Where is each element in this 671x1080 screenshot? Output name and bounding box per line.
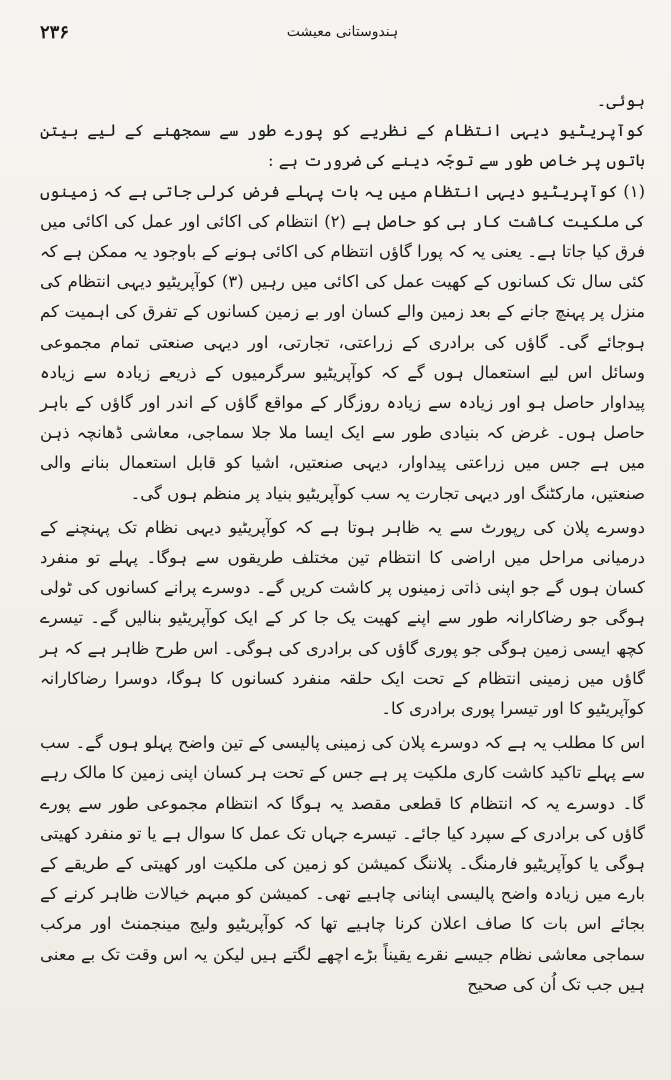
paragraph-2: کوآپریٹیو دیہی انتظام کے نظریے کو پورے طور سے سمجھنے کے لیے بیتن باتوں پر خاص طور سے توجّہ دینے کی ضرورت ہے :	[40, 121, 645, 171]
page-number: ۲۳۶	[40, 22, 70, 43]
running-head	[40, 22, 645, 52]
body-text	[40, 86, 645, 1000]
header-title: ہندوستانی معیشت	[286, 24, 399, 40]
paragraph-3: (۱) کوآپریٹیو دیہی انتظام میں یہ بات پہلے فرض کرلی جاتی ہے کہ زمینوں کی ملکیت کاشت کار ہی کو حاصل ہے (۲) انتظام کی اکائی اور عمل کی اکائی میں فرق کیا جاتا ہے۔ یعنی یہ کہ پورا گاؤں انتظام کی اکائی ہونے کے باوجود یہ ممکن ہے کہ کئی سال تک کسانوں کے کھیت عمل کی اکائی میں رہیں (۳) کوآپریٹیو دیہی انتظام کی منزل پر پہنچ جانے کے بعد زمین والے کسان اور بے زمین کسانوں کے تفرق کی اہمیت کم ہوجائے گی۔ گاؤں کی برادری کے زراعتی، تجارتی، اور دیہی صنعتی تمام مجموعی وسائل اس لیے استعمال ہوں گے کہ کوآپریٹیو سرگرمیوں کے ذریعے زیادہ سے زیادہ پیداوار حاصل ہو اور زیادہ سے زیادہ روزگار کے مواقع گاؤں کے اندر اور گاؤں کے باہر حاصل ہوں۔ غرض کہ بنیادی طور سے ایک ایسا ملا جلا سماجی، معاشی ڈھانچہ ذہن میں ہے جس میں زراعتی پیداوار، دیہی صنعتیں، اشیا کو قابل استعمال بنانے والی صنعتیں، مارکٹنگ اور دیہی تجارت یہ سب کوآپریٹیو بنیاد پر منظم ہوں گی۔	[40, 181, 645, 503]
paragraph-1: ہوئی۔	[596, 91, 645, 110]
paragraph-5: اس کا مطلب یہ ہے کہ دوسرے پلان کی زمینی پالیسی کے تین واضح پہلو ہوں گے۔ سب سے پہلے تاکید کاشت کاری ملکیت پر ہے جس کے تحت ہر کسان اپنی زمین کا مالک رہے گا۔ دوسرے یہ کہ انتظام کا قطعی مقصد یہ ہوگا کہ انتظام مجموعی طور سے پورے گاؤں کی برادری کے سپرد کیا جائے۔ تیسرے جہاں تک عمل کا سوال ہے یا تو منفرد کھیتی ہوگی یا کوآپریٹیو فارمنگ۔ پلاننگ کمیشن کو زمین کی ملکیت اور کھیتی کے طریقے کے بارے میں زیادہ واضح پالیسی اپنانی چاہیے تھی۔ کمیشن کو مبہم خیالات ظاہر کرنے کے بجائے اس بات کا صاف اعلان کرنا چاہیے تھا کہ کوآپریٹیو ولیج مینجمنٹ اور مرکب سماجی معاشی نظام جیسے نقرے یقیناً بڑے اچھے لگتے ہیں لیکن یہ اس وقت تک بے معنی ہیں جب تک اُن کی صحیح	[40, 733, 645, 994]
paragraph-4: دوسرے پلان کی رپورٹ سے یہ ظاہر ہوتا ہے کہ کوآپریٹیو دیہی نظام تک پہنچنے کے درمیانی مراحل میں اراضی کا انتظام تین مختلف طریقوں سے ہوگا۔ پہلے تو منفرد کسان ہوں گے جو اپنی ذاتی زمینوں پر کاشت کریں گے۔ دوسرے پرانے کسانوں کی ٹولی ہوگی جو رضاکارانہ طور سے اپنے کھیت یک جا کر کے ایک کوآپریٹیو بنالیں گے۔ تیسرے کچھ ایسی زمین ہوگی جو پوری گاؤں کی برادری کی ہوگی۔ اس طرح ظاہر ہے کہ ہر گاؤں میں زمینی انتظام کے تحت ایک حلقہ منفرد کسانوں کا ہوگا، دوسرا رضاکارانہ کوآپریٹیو کا اور تیسرا پوری برادری کا۔	[40, 517, 645, 719]
